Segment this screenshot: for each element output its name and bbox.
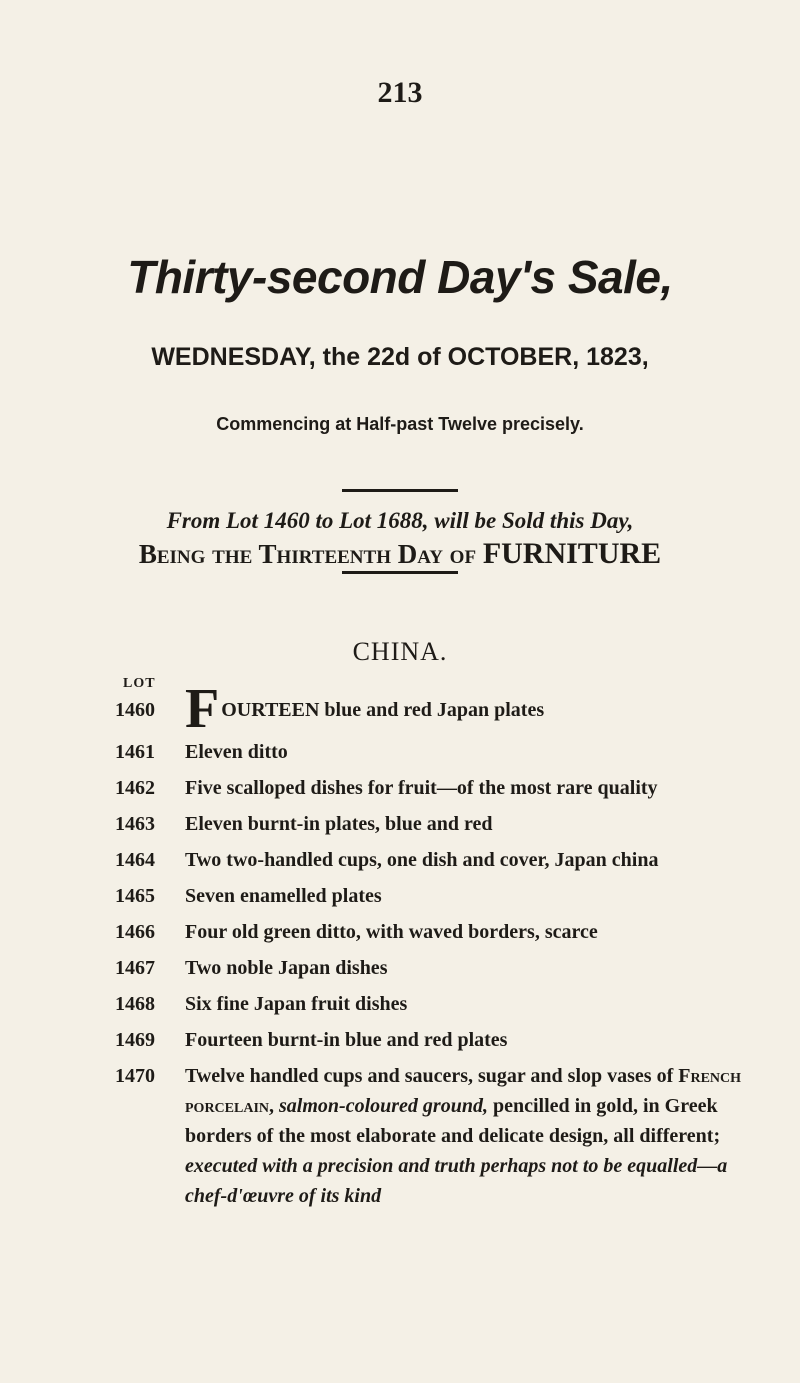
- lot-description-part: pencilled in gold, in Greek borders of the most elaborate and delicate design, all different;: [185, 1095, 721, 1147]
- lot-number: 1462: [115, 777, 155, 799]
- sale-date: WEDNESDAY, the 22d of OCTOBER, 1823,: [151, 343, 649, 371]
- page-number: 213: [377, 76, 423, 109]
- lot-description: Six fine Japan fruit dishes: [185, 993, 408, 1015]
- lot-description: [185, 1061, 755, 1211]
- lot-item: [115, 989, 755, 1019]
- lot-description-text: OURTEEN blue and red Japan plates: [221, 699, 545, 721]
- drop-cap: F: [185, 678, 220, 740]
- lot-number: 1464: [115, 849, 155, 871]
- day-description-category: FURNITURE: [482, 537, 662, 570]
- lot-item: [115, 845, 755, 875]
- lot-description: Fourteen burnt-in blue and red plates: [185, 1029, 508, 1051]
- lot-item: [115, 737, 755, 767]
- lot-description: Seven enamelled plates: [185, 885, 382, 907]
- lot-item: [115, 773, 755, 803]
- lot-description: Eleven ditto: [185, 741, 288, 763]
- lot-number: 1469: [115, 1029, 155, 1051]
- lot-description-emphasis: executed with a precision and truth perhaps not to be equalled—a chef-d'œuvre of its kind: [185, 1155, 728, 1207]
- lot-number: 1460: [115, 699, 155, 721]
- lot-item: [115, 953, 755, 983]
- day-description-prefix: Being the Thirteenth Day of: [138, 539, 477, 569]
- lot-item: [115, 1061, 755, 1211]
- lot-number: 1461: [115, 741, 155, 763]
- lot-number: 1470: [115, 1065, 155, 1087]
- lot-number: 1468: [115, 993, 155, 1015]
- page-title: Thirty-second Day's Sale,: [127, 251, 673, 303]
- lot-description: Eleven burnt-in plates, blue and red: [185, 813, 493, 835]
- lot-description: Four old green ditto, with waved borders, scarce: [185, 921, 598, 943]
- lot-description-emphasis: salmon-coloured ground,: [279, 1095, 488, 1117]
- lot-description: [185, 678, 755, 740]
- lot-item: [115, 881, 755, 911]
- lot-number: 1465: [115, 885, 155, 907]
- lot-item: [115, 809, 755, 839]
- divider-rule: [342, 489, 458, 492]
- lot-number: 1463: [115, 813, 155, 835]
- lot-number: 1466: [115, 921, 155, 943]
- lot-description: Two noble Japan dishes: [185, 957, 388, 979]
- lot-description: Five scalloped dishes for fruit—of the most rare quality: [185, 777, 658, 799]
- lot-number: 1467: [115, 957, 155, 979]
- lot-description-part: Twelve handled cups and saucers, sugar and slop vases of: [185, 1065, 674, 1087]
- lot-item: [115, 917, 755, 947]
- lot-description-maker: French porcelain,: [185, 1065, 742, 1117]
- lot-description: Two two-handled cups, one dish and cover, Japan china: [185, 849, 659, 871]
- start-time: Commencing at Half-past Twelve precisely.: [216, 414, 584, 434]
- divider-rule: [342, 571, 458, 574]
- day-description: [0, 537, 800, 571]
- section-heading: CHINA.: [352, 637, 448, 666]
- lot-column-label: LOT: [123, 676, 156, 691]
- lot-item: [115, 1025, 755, 1055]
- lot-range: From Lot 1460 to Lot 1688, will be Sold this Day,: [166, 508, 634, 533]
